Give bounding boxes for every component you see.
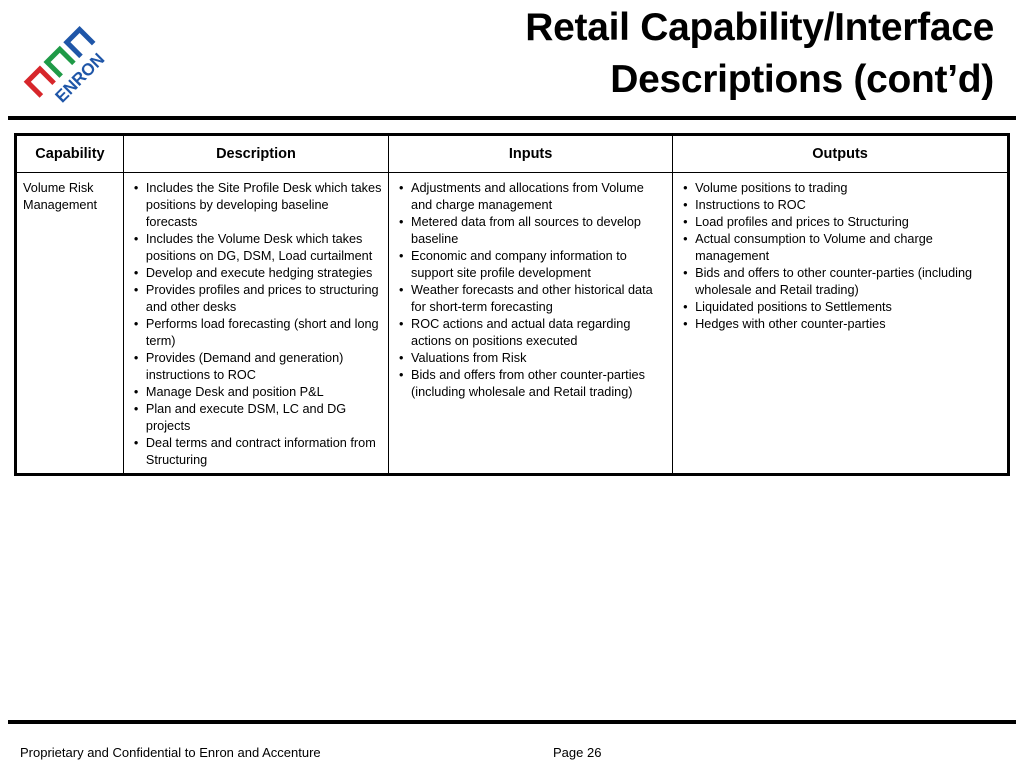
table-header-row xyxy=(16,135,1009,173)
list-item: • Instructions to ROC xyxy=(679,197,1001,214)
list-item: • Deal terms and contract information from Structuring xyxy=(130,435,382,469)
logo-text: ENRON xyxy=(51,49,109,107)
list-item: • Develop and execute hedging strategies xyxy=(130,265,382,282)
outputs-cell xyxy=(673,173,1009,475)
list-item: • Bids and offers from other counter-parties (including wholesale and Retail trading) xyxy=(395,367,666,401)
bottom-rule xyxy=(8,720,1016,724)
description-cell xyxy=(123,173,388,475)
list-item: • Load profiles and prices to Structuring xyxy=(679,214,1001,231)
capability-line: Volume Risk xyxy=(23,181,94,195)
description-list xyxy=(130,180,382,469)
list-item: • Economic and company information to support site profile development xyxy=(395,248,666,282)
top-rule xyxy=(8,116,1016,120)
list-item: • Manage Desk and position P&L xyxy=(130,384,382,401)
outputs-list xyxy=(679,180,1001,333)
title-line-2: Descriptions (cont’d) xyxy=(610,58,994,101)
list-item: • Adjustments and allocations from Volume and charge management xyxy=(395,180,666,214)
list-item: • Hedges with other counter-parties xyxy=(679,316,1001,333)
page-title xyxy=(294,2,994,106)
capability-line: Management xyxy=(23,198,98,212)
list-item: • Weather forecasts and other historical data for short-term forecasting xyxy=(395,282,666,316)
header-inputs: Inputs xyxy=(389,135,673,173)
page-number: 26 xyxy=(587,745,602,760)
list-item: • Liquidated positions to Settlements xyxy=(679,299,1001,316)
inputs-cell xyxy=(389,173,673,475)
list-item: • Provides profiles and prices to structuring and other desks xyxy=(130,282,382,316)
list-item: • Performs load forecasting (short and long term) xyxy=(130,316,382,350)
list-item: • Metered data from all sources to develop baseline xyxy=(395,214,666,248)
capability-cell xyxy=(16,173,124,475)
header-capability: Capability xyxy=(16,135,124,173)
list-item: • Includes the Site Profile Desk which takes positions by developing baseline forecasts xyxy=(130,180,382,231)
header-outputs: Outputs xyxy=(673,135,1009,173)
list-item: • ROC actions and actual data regarding actions on positions executed xyxy=(395,316,666,350)
enron-logo xyxy=(10,8,118,116)
title-line-1: Retail Capability/Interface xyxy=(525,6,994,49)
list-item: • Actual consumption to Volume and charge management xyxy=(679,231,1001,265)
inputs-list xyxy=(395,180,666,401)
list-item: • Includes the Volume Desk which takes positions on DG, DSM, Load curtailment xyxy=(130,231,382,265)
list-item: • Provides (Demand and generation) instructions to ROC xyxy=(130,350,382,384)
page-label: Page xyxy=(553,745,584,760)
header-description: Description xyxy=(123,135,388,173)
list-item: • Volume positions to trading xyxy=(679,180,1001,197)
list-item: • Valuations from Risk xyxy=(395,350,666,367)
footer-page-number xyxy=(553,745,601,760)
capability-table xyxy=(14,133,1010,476)
list-item: • Bids and offers to other counter-parties (including wholesale and Retail trading) xyxy=(679,265,1001,299)
list-item: • Plan and execute DSM, LC and DG projects xyxy=(130,401,382,435)
table-row xyxy=(16,173,1009,475)
footer-confidential: Proprietary and Confidential to Enron and Accenture xyxy=(20,745,321,760)
